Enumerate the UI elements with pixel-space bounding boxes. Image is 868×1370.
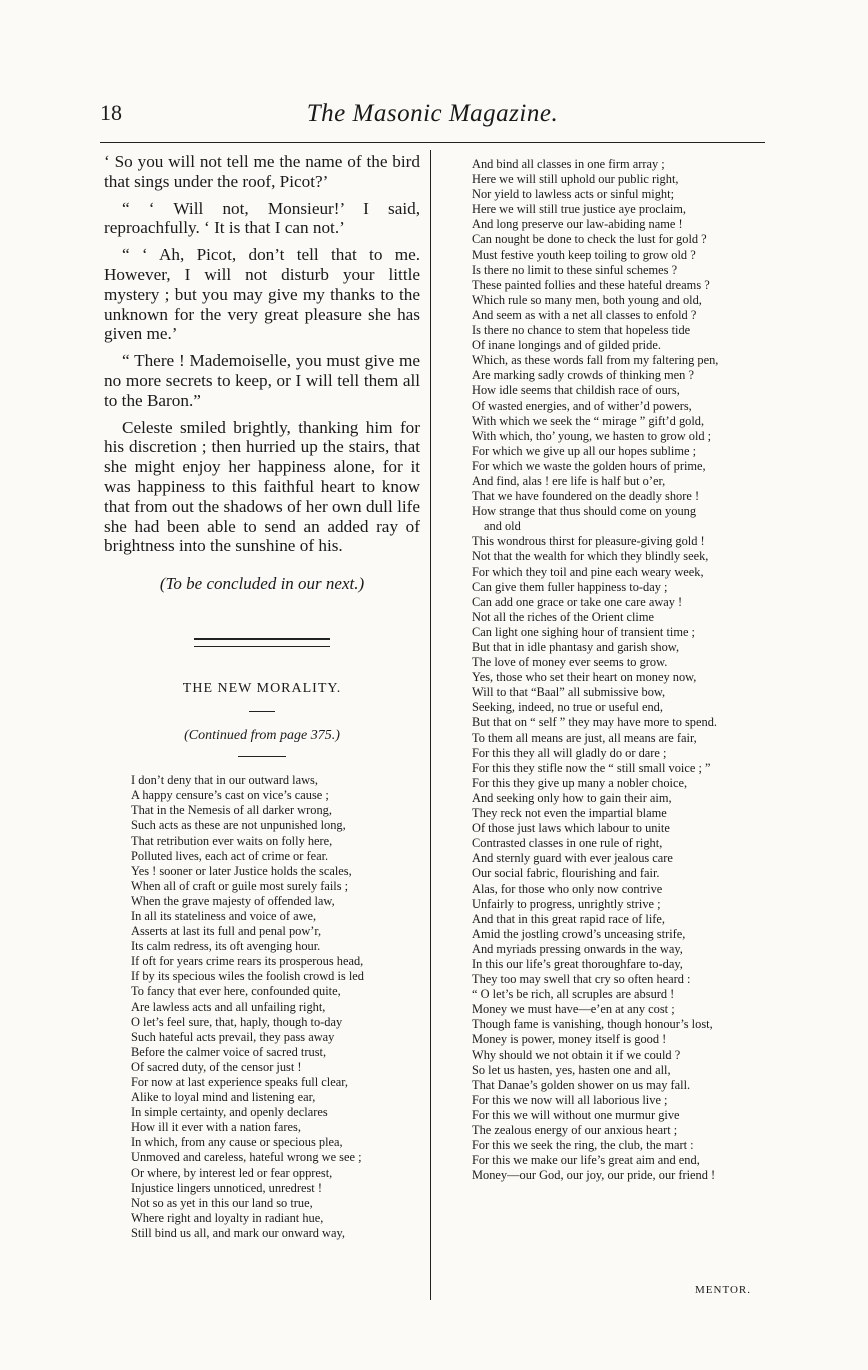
poem-line: In this our life’s great thoroughfare to-day, bbox=[472, 956, 683, 971]
poem-line: Such acts as these are not unpunished long, bbox=[131, 818, 346, 833]
poem-line: For this they stifle now the “ still small voice ; ” bbox=[472, 760, 711, 775]
poem-line: For which we give up all our hopes sublime ; bbox=[472, 443, 697, 458]
author-signature: MENTOR. bbox=[695, 1284, 751, 1296]
poem-line: That we have foundered on the deadly shore ! bbox=[472, 489, 700, 504]
poem-line: How ill it ever with a nation fares, bbox=[131, 1120, 301, 1135]
poem-line: A happy censure’s cast on vice’s cause ; bbox=[131, 788, 329, 803]
poem-line: And find, alas ! ere life is half but o’er, bbox=[472, 473, 666, 488]
right-column bbox=[472, 157, 772, 1183]
poem-line: In which, from any cause or specious plea, bbox=[131, 1135, 343, 1150]
poem-line: Must festive youth keep toiling to grow old ? bbox=[472, 247, 696, 262]
paragraph: ‘ So you will not tell me the name of the bird that sings under the roof, Picot?’ bbox=[104, 152, 420, 191]
poem-line: And seeking only how to gain their aim, bbox=[472, 790, 672, 805]
poem-line: Asserts at last its full and penal pow’r, bbox=[131, 924, 322, 939]
poem-line: If by its specious wiles the foolish crowd is led bbox=[131, 969, 364, 984]
poem-line: Where right and loyalty in radiant hue, bbox=[131, 1210, 324, 1225]
to-be-concluded-note: (To be concluded in our next.) bbox=[159, 574, 365, 594]
running-title: The Masonic Magazine. bbox=[306, 100, 559, 127]
poem-line: For this we make our life’s great aim and end, bbox=[472, 1153, 700, 1168]
poem-line: And bind all classes in one firm array ; bbox=[472, 157, 665, 171]
poem-line: Not that the wealth for which they blindly seek, bbox=[472, 549, 709, 564]
poem-line: For which we waste the golden hours of prime, bbox=[472, 458, 706, 473]
poem-line: But that on “ self ” they may have more to spend. bbox=[472, 715, 717, 730]
poem-line: Its calm redress, its oft avenging hour. bbox=[131, 939, 321, 954]
column-divider bbox=[430, 150, 431, 1300]
poem-line: When the grave majesty of offended law, bbox=[131, 893, 335, 908]
poem-line: The zealous energy of our anxious heart ; bbox=[472, 1123, 678, 1137]
page-number: 18 bbox=[100, 100, 122, 125]
poem-line: These painted follies and these hateful dreams ? bbox=[472, 277, 710, 292]
poem-line: Polluted lives, each act of crime or fear. bbox=[131, 848, 329, 863]
poem-line: And sternly guard with ever jealous care bbox=[472, 851, 673, 866]
poem-line: And long preserve our law-abiding name ! bbox=[472, 217, 683, 232]
poem-line: Of wasted energies, and of wither’d powers, bbox=[472, 398, 692, 413]
poem-line: With which we seek the “ mirage ” gift’d gold, bbox=[472, 413, 705, 428]
title-rule bbox=[249, 711, 275, 712]
poem-line: To fancy that ever here, confounded quite, bbox=[131, 984, 341, 999]
poem-line: Which, as these words fall from my faltering pen, bbox=[472, 353, 719, 368]
poem-line: That Danae’s golden shower on us may fall. bbox=[472, 1077, 691, 1092]
poem-line: Money we must have—e’en at any cost ; bbox=[472, 1002, 675, 1017]
poem-line: Alas, for those who only now contrive bbox=[472, 881, 663, 896]
section-divider bbox=[194, 638, 330, 647]
poem-line: Why should we not obtain it if we could ? bbox=[472, 1047, 681, 1062]
poem-line: They reck not even the impartial blame bbox=[472, 806, 667, 821]
poem-line: For this they give up many a nobler choice, bbox=[472, 775, 688, 790]
poem-line: Can give them fuller happiness to-day ; bbox=[472, 579, 668, 594]
story-conclusion bbox=[104, 152, 420, 556]
paragraph: Celeste smiled brightly, thanking him for his discretion ; then hurried up the stairs, that she might enjoy her happiness alone, for it was happiness to this faithful heart to know that from out the shadows of her own dull life she had been able to send an added ray of brightness into the sunshine of his. bbox=[104, 417, 420, 556]
poem-line: Will to that “Baal” all submissive bow, bbox=[472, 685, 666, 700]
poem-line: That in the Nemesis of all darker wrong, bbox=[131, 803, 332, 818]
poem-line: and old bbox=[484, 519, 521, 534]
poem-line: With which, tho’ young, we hasten to grow old ; bbox=[472, 428, 712, 443]
poem-line: In simple certainty, and openly declares bbox=[131, 1105, 328, 1120]
page-header bbox=[100, 100, 765, 134]
poem-line: Are lawless acts and all unfailing right, bbox=[131, 999, 326, 1014]
poem-line: Money—our God, our joy, our pride, our friend ! bbox=[472, 1168, 716, 1183]
poem-line: Can nought be done to check the lust for gold ? bbox=[472, 232, 707, 247]
continued-note: (Continued from page 375.) bbox=[184, 728, 340, 744]
poem-line: Contrasted classes in one rule of right, bbox=[472, 836, 663, 851]
poem-line: Of sacred duty, of the censor just ! bbox=[131, 1059, 302, 1074]
poem-line: And that in this great rapid race of life, bbox=[472, 911, 666, 926]
poem-line: Can light one sighing hour of transient time ; bbox=[472, 624, 696, 639]
header-rule bbox=[100, 142, 765, 143]
poem-line: Though fame is vanishing, though honour’s lost, bbox=[472, 1017, 713, 1032]
poem-line: For which they toil and pine each weary week, bbox=[472, 564, 704, 579]
poem-line: How idle seems that childish race of ours, bbox=[472, 383, 680, 398]
poem-line: The love of money ever seems to grow. bbox=[472, 655, 668, 670]
poem-line: Are marking sadly crowds of thinking men ? bbox=[472, 368, 694, 383]
poem-line: Seeking, indeed, no true or useful end, bbox=[472, 700, 663, 715]
poem-line: O let’s feel sure, that, haply, though to-day bbox=[131, 1014, 343, 1029]
poem-line: Before the calmer voice of sacred trust, bbox=[131, 1044, 327, 1059]
paragraph: “ ‘ Will not, Monsieur!’ I said, reproachfully. ‘ It is that I can not.’ bbox=[104, 198, 420, 238]
left-column bbox=[104, 152, 420, 1241]
poem-line: Of inane longings and of gilded pride. bbox=[472, 338, 661, 353]
paragraph: “ ‘ Ah, Picot, don’t tell that to me. However, I will not disturb your little mystery ; but you may give my thanks to the unknown for the very great pleasure she has given me.’ bbox=[104, 245, 420, 344]
poem-line: How strange that thus should come on young bbox=[472, 504, 697, 519]
poem-line: “ O let’s be rich, all scruples are absurd ! bbox=[472, 987, 675, 1002]
poem-line: So let us hasten, yes, hasten one and all, bbox=[472, 1062, 671, 1077]
poem-line: Such hateful acts prevail, they pass away bbox=[131, 1029, 335, 1044]
poem-line: For this we will without one murmur give bbox=[472, 1107, 680, 1122]
poem-right bbox=[472, 157, 772, 1183]
poem-line: When all of craft or guile most surely fails ; bbox=[131, 878, 349, 893]
poem-line: Here we will still true justice aye proclaim, bbox=[472, 202, 687, 217]
paragraph: “ There ! Mademoiselle, you must give me no more secrets to keep, or I will tell them all to the Baron.” bbox=[104, 351, 420, 410]
poem-line: But that in idle phantasy and garish show, bbox=[472, 640, 680, 654]
poem-line: Yes ! sooner or later Justice holds the scales, bbox=[131, 863, 352, 878]
poem-left bbox=[131, 773, 421, 1241]
poem-line: And seem as with a net all classes to enfold ? bbox=[472, 307, 697, 322]
poem-line: In all its stateliness and voice of awe, bbox=[131, 908, 317, 923]
poem-line: Money is power, money itself is good ! bbox=[472, 1032, 667, 1047]
poem-line: Not all the riches of the Orient clime bbox=[472, 609, 655, 624]
poem-line: Yes, those who set their heart on money now, bbox=[472, 670, 697, 685]
article-title: THE NEW MORALITY. bbox=[182, 681, 342, 697]
poem-line: Is there no chance to stem that hopeless tide bbox=[472, 323, 691, 338]
poem-line: If oft for years crime rears its prosperous head, bbox=[131, 954, 364, 969]
poem-line: For this they all will gladly do or dare ; bbox=[472, 745, 667, 760]
poem-line: For this we seek the ring, the club, the mart : bbox=[472, 1138, 694, 1153]
poem-line: Which rule so many men, both young and old, bbox=[472, 292, 702, 307]
poem-line: For this we now will all laborious live ; bbox=[472, 1092, 668, 1107]
poem-line: Unmoved and careless, hateful wrong we see ; bbox=[131, 1150, 362, 1165]
poem-line: Or where, by interest led or fear opprest, bbox=[131, 1165, 333, 1180]
poem-line: Our social fabric, flourishing and fair. bbox=[472, 866, 660, 881]
poem-line: Here we will still uphold our public right, bbox=[472, 172, 679, 187]
poem-line: For now at last experience speaks full clear, bbox=[131, 1075, 348, 1090]
poem-line: To them all means are just, all means are fair, bbox=[472, 730, 697, 745]
subtitle-rule bbox=[238, 756, 286, 757]
poem-line: Can add one grace or take one care away ! bbox=[472, 594, 683, 609]
poem-line: Amid the jostling crowd’s unceasing strife, bbox=[472, 926, 686, 941]
poem-line: I don’t deny that in our outward laws, bbox=[131, 773, 318, 788]
poem-line: They too may swell that cry so often heard : bbox=[472, 972, 691, 987]
poem-line: Not so as yet in this our land so true, bbox=[131, 1195, 313, 1210]
poem-line: Of those just laws which labour to unite bbox=[472, 821, 670, 836]
poem-line: Nor yield to lawless acts or sinful might; bbox=[472, 187, 675, 202]
poem-line: Still bind us all, and mark our onward way, bbox=[131, 1225, 345, 1240]
poem-line: Injustice lingers unnoticed, unredrest ! bbox=[131, 1180, 322, 1195]
poem-line: Unfairly to progress, unrightly strive ; bbox=[472, 896, 661, 911]
poem-line: This wondrous thirst for pleasure-giving gold ! bbox=[472, 534, 705, 549]
poem-line: Alike to loyal mind and listening ear, bbox=[131, 1090, 316, 1105]
poem-line: That retribution ever waits on folly here, bbox=[131, 833, 333, 848]
poem-line: And myriads pressing onwards in the way, bbox=[472, 941, 683, 956]
poem-line: Is there no limit to these sinful schemes ? bbox=[472, 262, 678, 277]
